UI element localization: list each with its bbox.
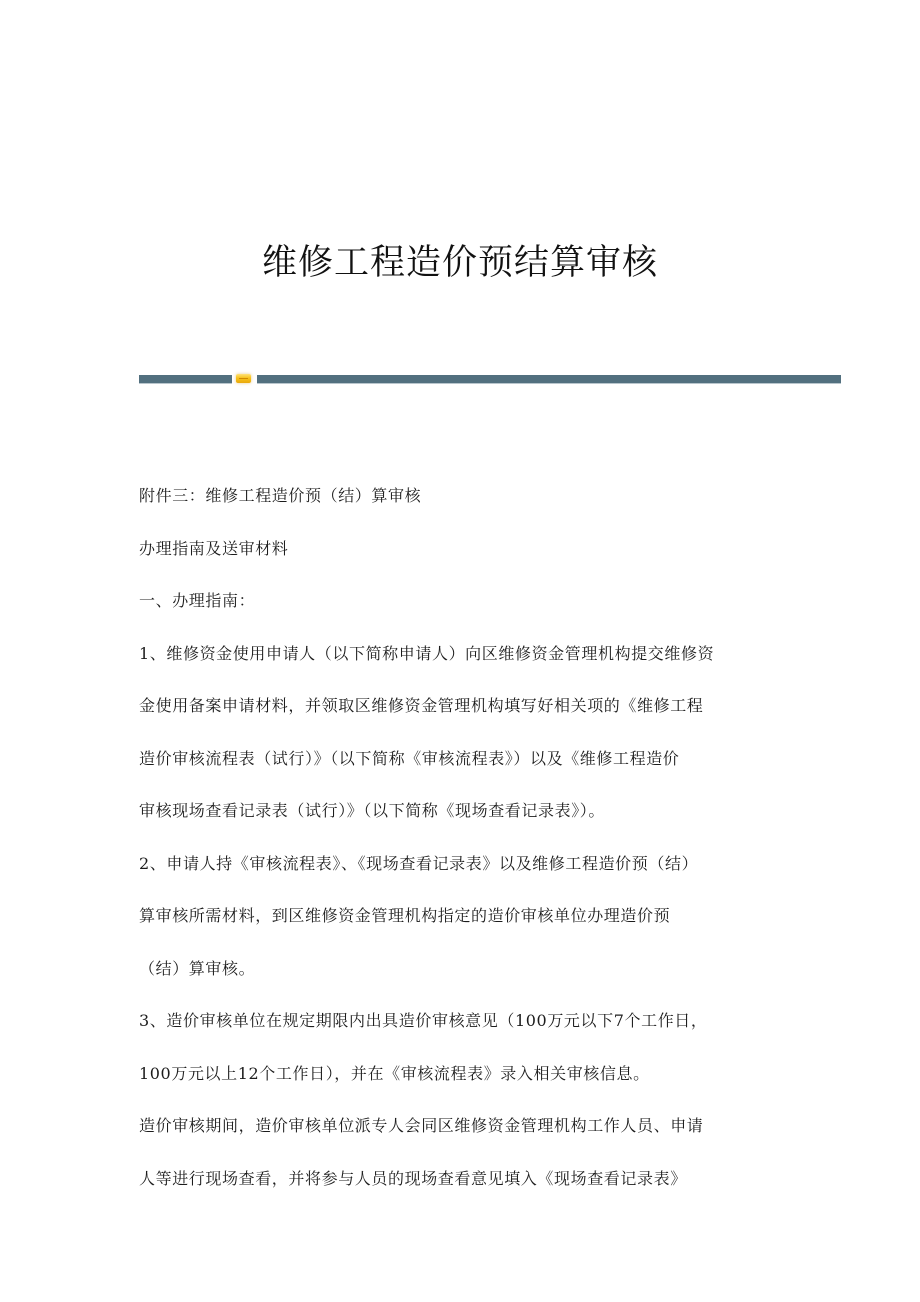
title-divider <box>139 375 841 384</box>
paragraph-3-line-1: 3、造价审核单位在规定期限内出具造价审核意见（100万元以下7个工作日， <box>139 1011 708 1030</box>
paragraph-2-line-3: （结）算审核。 <box>139 958 256 978</box>
paragraph-1-line-1: 1、维修资金使用申请人（以下简称申请人）向区维修资金管理机构提交维修资 <box>139 643 715 663</box>
document-body <box>139 470 789 1205</box>
document-title: 维修工程造价预结算审核 <box>261 243 658 284</box>
divider-bar-right <box>257 375 841 384</box>
paragraph-4-line-1: 造价审核期间，造价审核单位派专人会同区维修资金管理机构工作人员、申请 <box>139 1116 704 1135</box>
gold-bar-ornament-icon <box>236 374 251 383</box>
paragraph-1-line-4: 审核现场查看记录表（试行）》（以下简称《现场查看记录表》）。 <box>139 801 606 820</box>
paragraph-3-line-2: 100万元以上12个工作日），并在《审核流程表》录入相关审核信息。 <box>139 1063 650 1083</box>
paragraph-4-line-2: 人等进行现场查看，并将参与人员的现场查看意见填入《现场查看记录表》 <box>139 1168 687 1188</box>
section-heading-guide: 一、办理指南： <box>139 591 256 610</box>
paragraph-1-line-3: 造价审核流程表（试行）》（以下简称《审核流程表》）以及《维修工程造价 <box>139 748 680 768</box>
section-subtitle: 办理指南及送审材料 <box>139 538 289 558</box>
divider-bar-left <box>139 375 232 384</box>
paragraph-2-line-2: 算审核所需材料，到区维修资金管理机构指定的造价审核单位办理造价预 <box>139 906 671 925</box>
paragraph-2-line-1: 2、申请人持《审核流程表》、《现场查看记录表》以及维修工程造价预（结） <box>139 853 699 873</box>
attachment-heading: 附件三：维修工程造价预（结）算审核 <box>139 486 422 505</box>
paragraph-1-line-2: 金使用备案申请材料，并领取区维修资金管理机构填写好相关项的《维修工程 <box>139 696 704 715</box>
